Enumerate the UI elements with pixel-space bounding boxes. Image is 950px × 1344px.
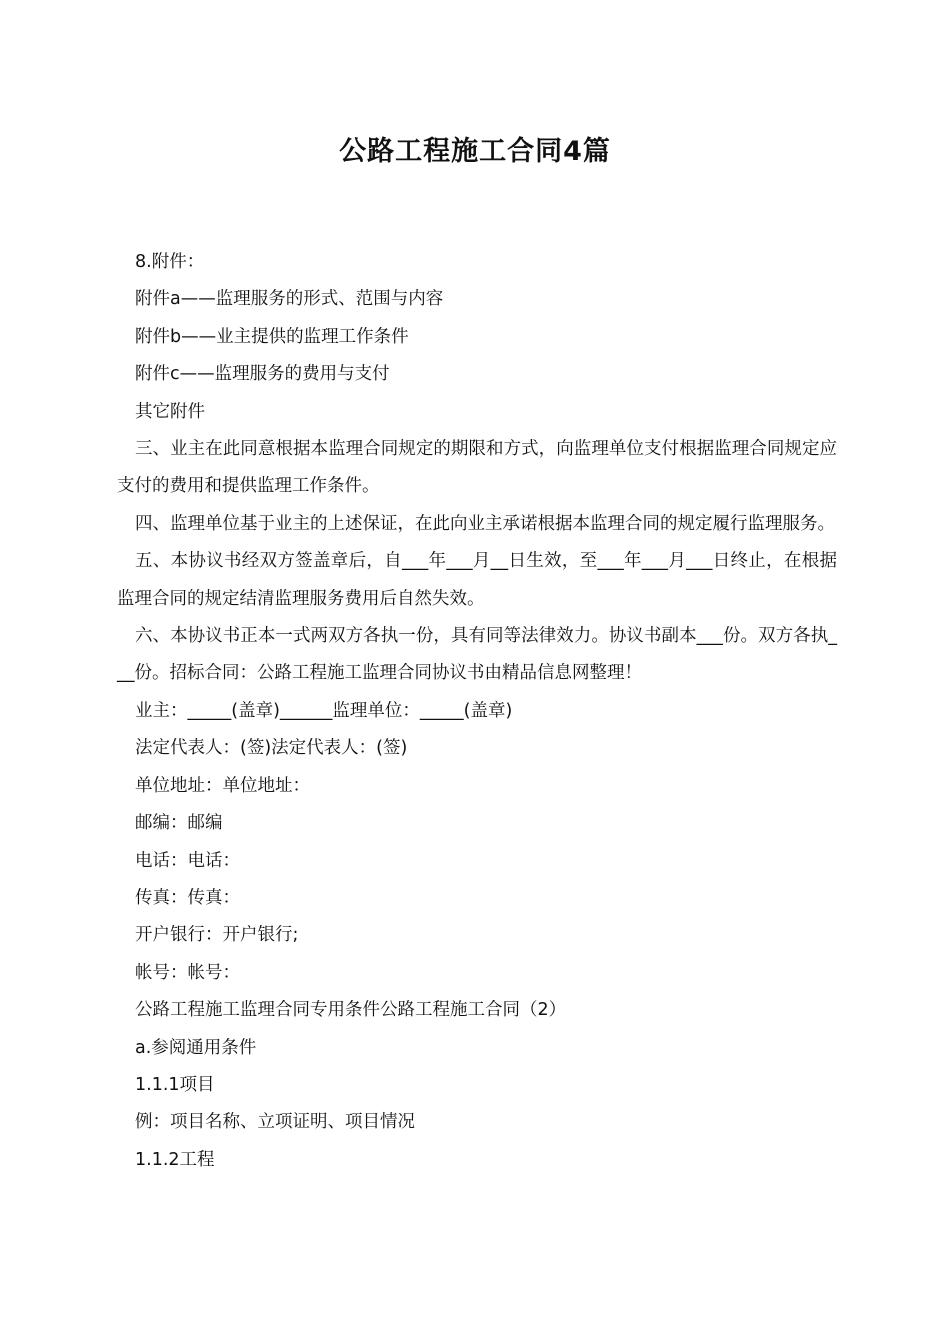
paragraph-clause-four: 四、监理单位基于业主的上述保证，在此向业主承诺根据本监理合同的规定履行监理服务。 xyxy=(135,513,835,534)
paragraph-attachment-b: 附件b——业主提供的监理工作条件 xyxy=(135,326,409,347)
paragraph-general-conditions: a.参阅通用条件 xyxy=(135,1037,257,1058)
paragraph-item-1-1-2: 1.1.2工程 xyxy=(135,1149,215,1170)
document-body xyxy=(117,244,837,1179)
document-title: 公路工程施工合同4篇 xyxy=(339,136,611,167)
paragraph-signature-parties: 业主：_____(盖章)______监理单位：_____(盖章) xyxy=(135,700,513,721)
paragraph-fax: 传真：传真： xyxy=(135,887,240,908)
paragraph-other-attachments: 其它附件 xyxy=(135,401,205,422)
paragraph-phone: 电话：电话： xyxy=(135,850,240,871)
paragraph-clause-three: 三、业主在此同意根据本监理合同规定的期限和方式，向监理单位支付根据监理合同规定应支付的费用和提供监理工作条件。 xyxy=(117,439,837,497)
paragraph-legal-representative: 法定代表人：(签)法定代表人：(签) xyxy=(135,738,408,759)
paragraph-attachment-a: 附件a——监理服务的形式、范围与内容 xyxy=(135,289,444,310)
paragraph-attachment-c: 附件c——监理服务的费用与支付 xyxy=(135,364,390,385)
paragraph-bank: 开户银行：开户银行; xyxy=(135,925,299,946)
paragraph-account: 帐号：帐号： xyxy=(135,962,240,983)
paragraph-clause-five: 五、本协议书经双方签盖章后，自___年___月__日生效，至___年___月___日终止，在根据监理合同的规定结清监理服务费用后自然失效。 xyxy=(117,551,837,609)
paragraph-attachments-heading: 8.附件： xyxy=(135,252,205,272)
paragraph-example: 例：项目名称、立项证明、项目情况 xyxy=(135,1112,415,1133)
paragraph-section-heading: 公路工程施工监理合同专用条件公路工程施工合同（2） xyxy=(135,1000,567,1021)
paragraph-item-1-1-1: 1.1.1项目 xyxy=(135,1074,215,1095)
paragraph-address: 单位地址：单位地址： xyxy=(135,775,310,796)
paragraph-clause-six: 六、本协议书正本一式两双方各执一份，具有同等法律效力。协议书副本___份。双方各执___份。招标合同：公路工程施工监理合同协议书由精品信息网整理！ xyxy=(117,626,837,684)
paragraph-postcode: 邮编：邮编 xyxy=(135,813,223,834)
